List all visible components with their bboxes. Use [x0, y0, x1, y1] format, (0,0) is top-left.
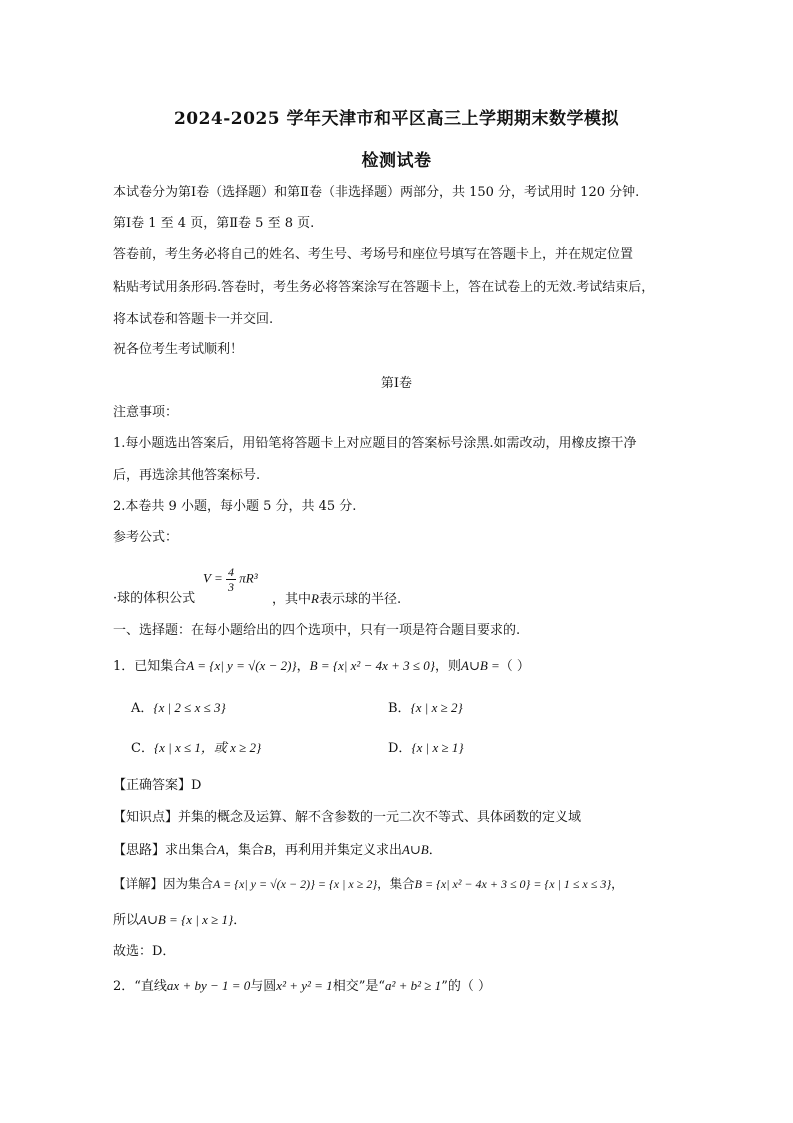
- q1-answer-value: D: [191, 778, 202, 793]
- q1-knowledge-text: 并集的概念及运算、解不含参数的一元二次不等式、具体函数的定义域: [178, 810, 582, 825]
- q1-detail-set-a: A = {x| y = √(x − 2)} = {x | x ≥ 2}: [213, 877, 378, 891]
- q2-line: ax + by − 1 = 0: [166, 978, 251, 993]
- q1-idea: [113, 840, 442, 861]
- q1-idea-b: ，集合: [224, 843, 264, 858]
- intro-line-4: 粘贴考试用条形码.答卷时，考生务必将答案涂写在答题卡上，答在试卷上的无效.考试结束后，: [113, 280, 655, 295]
- q1-expr: A∪B =: [461, 658, 500, 673]
- q2-stem-c: 相交”是“: [332, 979, 385, 994]
- q1-stem-text: 1．已知集合: [113, 659, 187, 674]
- formula-rhs: πR³: [239, 570, 258, 586]
- q1-detail-set-b: B = {x| x² − 4x + 3 ≤ 0} = {x | 1 ≤ x ≤ 3}: [414, 877, 612, 891]
- q1-stem: [113, 656, 530, 677]
- q1-option-d: [388, 738, 464, 759]
- q1-option-d-label: D．: [388, 741, 412, 756]
- exam-title-line2: 检测试卷: [361, 151, 432, 171]
- q1-tail: ，则: [434, 659, 461, 674]
- q1-option-a-text: {x | 2 ≤ x ≤ 3}: [153, 700, 226, 715]
- q1-choose: 故选：D．: [113, 944, 176, 959]
- note-line-2: 后，再选涂其他答案标号.: [113, 468, 261, 483]
- q1-detail-b: ，集合: [377, 876, 415, 891]
- q1-idea-end: ．: [428, 843, 442, 858]
- intro-line-1: 本试卷分为第Ⅰ卷（选择题）和第Ⅱ卷（非选择题）两部分，共 150 分，考试用时 120 分钟.: [113, 185, 640, 200]
- q1-comma: ，: [296, 659, 310, 674]
- q1-option-d-text: {x | x ≥ 1}: [411, 740, 464, 755]
- q1-blank: （ ）: [499, 659, 530, 674]
- intro-line-2: 第Ⅰ卷 1 至 4 页，第Ⅱ卷 5 至 8 页.: [113, 216, 315, 231]
- q1-conclusion: [113, 910, 246, 931]
- part-heading: 一、选择题：在每小题给出的四个选项中，只有一项是符合题目要求的.: [113, 623, 521, 638]
- intro-line-6: 祝各位考生考试顺利！: [113, 342, 244, 357]
- q1-idea-c: ，再利用并集定义求出: [271, 843, 402, 858]
- q2-circle: x² + y² = 1: [276, 978, 333, 993]
- q1-answer: [113, 776, 201, 796]
- q1-set-b: B = {x| x² − 4x + 3 ≤ 0}: [309, 658, 435, 673]
- section-heading: 第Ⅰ卷: [380, 376, 413, 391]
- formula-var: R: [311, 591, 319, 606]
- q1-set-a: A = {x| y = √(x − 2)}: [186, 658, 297, 673]
- formula-suffix-line: [272, 589, 401, 610]
- q1-option-a-label: A．: [131, 701, 154, 716]
- q1-idea-expr: A∪B: [401, 842, 429, 857]
- q2-stem-a: 2．“直线: [113, 979, 167, 994]
- q1-option-c-label: C．: [131, 741, 154, 756]
- q2-stem: [113, 976, 491, 997]
- q1-so-end: ．: [233, 913, 247, 928]
- formula-num: 4: [227, 565, 234, 579]
- formula-den: 3: [227, 580, 234, 594]
- notes-title: 注意事项：: [113, 405, 179, 420]
- formula-suffix-b: 表示球的半径.: [318, 592, 402, 607]
- formula-fraction: [226, 565, 236, 594]
- q1-idea-a: 求出集合: [165, 843, 218, 858]
- q2-stem-d: ”的（ ）: [441, 979, 491, 994]
- q1-idea-set-b: B: [264, 842, 272, 857]
- formula-prefix: ·球的体积公式: [113, 591, 196, 606]
- q1-detail-a: 因为集合: [163, 876, 214, 891]
- q1-option-b: [388, 698, 463, 719]
- q1-detail: [113, 874, 624, 894]
- q1-option-b-text: {x | x ≥ 2}: [410, 700, 463, 715]
- q1-knowledge: [113, 808, 581, 828]
- note-line-1: 1.每小题选出答案后，用铅笔将答题卡上对应题目的答案标号涂黑.如需改动，用橡皮擦干净: [113, 436, 637, 451]
- q1-so-a: 所以: [113, 913, 140, 928]
- q1-answer-tag: 【正确答案】: [113, 778, 192, 793]
- q2-condition: a² + b² ≥ 1: [384, 978, 442, 993]
- q1-so-expr: A∪B = {x | x ≥ 1}: [139, 912, 234, 927]
- exam-title-line1: 2024-2025 学年天津市和平区高三上学期期末数学模拟: [173, 109, 620, 129]
- q1-option-c: [131, 738, 261, 759]
- q1-detail-c: ，: [611, 876, 624, 891]
- q1-idea-set-a: A: [217, 842, 225, 857]
- sphere-volume-formula: [203, 565, 258, 594]
- q1-option-b-label: B．: [388, 701, 411, 716]
- formula-suffix-a: ，其中: [272, 592, 312, 607]
- intro-line-3: 答卷前，考生务必将自己的姓名、考生号、考场号和座位号填写在答题卡上，并在规定位置: [113, 247, 634, 262]
- q1-knowledge-tag: 【知识点】: [113, 810, 179, 825]
- q1-option-a: [131, 698, 226, 719]
- intro-line-5: 将本试卷和答题卡一并交回.: [113, 312, 274, 327]
- formula-lhs: V =: [203, 570, 223, 586]
- q1-option-c-text: {x | x ≤ 1，或 x ≥ 2}: [153, 740, 262, 755]
- q1-detail-tag: 【详解】: [113, 876, 164, 891]
- q2-stem-b: 与圆: [250, 979, 277, 994]
- formula-title: 参考公式：: [113, 530, 179, 545]
- note-line-3: 2.本卷共 9 小题，每小题 5 分，共 45 分.: [113, 499, 357, 514]
- q1-idea-tag: 【思路】: [113, 843, 166, 858]
